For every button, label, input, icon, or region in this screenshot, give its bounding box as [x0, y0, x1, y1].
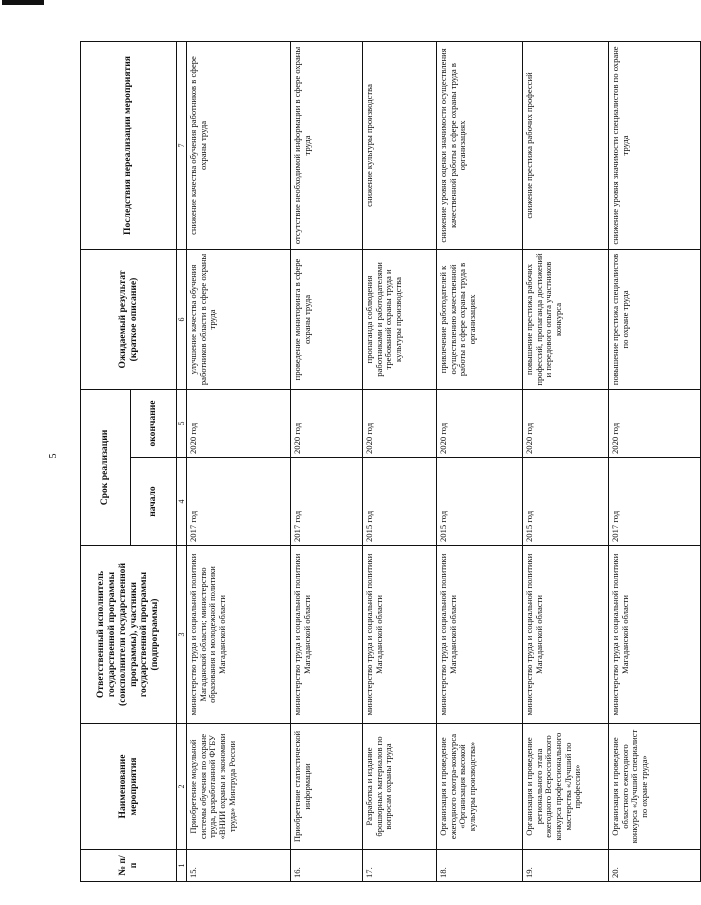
- expected-result: пропаганда соблюдения работниками и работодателями требований охраны труда и культуры производства: [363, 249, 437, 389]
- end-year: 2020 год: [523, 389, 609, 457]
- table-row: [523, 41, 609, 881]
- start-year: 2015 год: [437, 458, 523, 546]
- header-consequences: Последствия нереализации мероприятия: [81, 41, 177, 249]
- activity-name: Приобретение модульной системы обучения по охране труда, разработанной ФГБУ «ВНИИ охраны и экономики труда» Минтруда России: [187, 724, 291, 850]
- end-year: 2020 год: [437, 389, 523, 457]
- start-year: 2017 год: [291, 458, 363, 546]
- header-num: № п/п: [81, 850, 177, 882]
- column-index-cell: 3: [177, 546, 187, 724]
- activity-name: Разработка и издание брошюрных материалов по вопросам охраны труда: [363, 724, 437, 850]
- table-row: [363, 41, 437, 881]
- start-year: 2017 год: [187, 458, 291, 546]
- start-year: 2015 год: [523, 458, 609, 546]
- row-number: 19.: [523, 850, 609, 882]
- table-row: [187, 41, 291, 881]
- executor-cell: министерство труда и социальной политики Магаданской области: [291, 546, 363, 724]
- expected-result: повышение престижа рабочих профессий, пропаганда достижений и передового опыта участников конкурса: [523, 249, 609, 389]
- expected-result: повышение престижа специалистов по охране труда: [609, 249, 701, 389]
- column-index-row: [177, 41, 187, 881]
- corner-mark: [2, 0, 44, 5]
- end-year: 2020 год: [363, 389, 437, 457]
- activity-name: Организация и проведение ежегодного смотра-конкурса «Организация высокой культуры производства»: [437, 724, 523, 850]
- row-number: 15.: [187, 850, 291, 882]
- start-year: 2015 год: [363, 458, 437, 546]
- row-number: 16.: [291, 850, 363, 882]
- executor-cell: министерство труда и социальной политики Магаданской области: [523, 546, 609, 724]
- column-index-cell: 4: [177, 458, 187, 546]
- end-year: 2020 год: [609, 389, 701, 457]
- row-number: 20.: [609, 850, 701, 882]
- row-number: 17.: [363, 850, 437, 882]
- activity-name: Организация и проведение областного ежегодного конкурса «Лучший специалист по охране труда»: [609, 724, 701, 850]
- activity-name: Организация и проведение регионального этапа ежегодного Всероссийского конкурса профессионального мастерства «Лучший по профессии»: [523, 724, 609, 850]
- executor-cell: министерство труда и социальной политики Магаданской области: [437, 546, 523, 724]
- consequences-cell: отсутствие необходимой информации в сфере охраны труда: [291, 41, 363, 249]
- column-index-cell: 7: [177, 41, 187, 249]
- expected-result: улучшение качества обучения работников области в сфере охраны труда: [187, 249, 291, 389]
- consequences-cell: снижение престижа рабочих профессий: [523, 41, 609, 249]
- header-start: начало: [131, 458, 177, 546]
- column-index-cell: 5: [177, 389, 187, 457]
- consequences-cell: снижение уровня значимости специалистов по охране труда: [609, 41, 701, 249]
- page-number: 5: [48, 453, 59, 459]
- header-period: Срок реализации: [81, 389, 131, 545]
- header-executor: Ответственный исполнитель государственной программы (соисполнители государственной программы), участники государственной программы (подпрограммы): [81, 546, 177, 724]
- activities-table: [80, 41, 701, 882]
- end-year: 2020 год: [187, 389, 291, 457]
- expected-result: привлечение работодателей к осуществлению качественной работы в сфере охраны труда в организациях: [437, 249, 523, 389]
- expected-result: проведение мониторинга в сфере охраны труда: [291, 249, 363, 389]
- row-number: 18.: [437, 850, 523, 882]
- table-row: [291, 41, 363, 881]
- executor-cell: министерство труда и социальной политики Магаданской области: [363, 546, 437, 724]
- executor-cell: министерство труда и социальной политики Магаданской области: [609, 546, 701, 724]
- header-name: Наименование мероприятия: [81, 724, 177, 850]
- consequences-cell: снижение качества обучения работников в сфере охраны труда: [187, 41, 291, 249]
- table-container: [80, 42, 649, 882]
- table-row: [609, 41, 701, 881]
- header-result: Ожидаемый результат (краткое описание): [81, 249, 177, 389]
- column-index-cell: 1: [177, 850, 187, 882]
- end-year: 2020 год: [291, 389, 363, 457]
- column-index-cell: 6: [177, 249, 187, 389]
- consequences-cell: снижение культуры производства: [363, 41, 437, 249]
- column-index-cell: 2: [177, 724, 187, 850]
- table-row: [437, 41, 523, 881]
- executor-cell: министерство труда и социальной политики Магаданской области; министерство образования и молодежной политики Магаданской области: [187, 546, 291, 724]
- start-year: 2017 год: [609, 458, 701, 546]
- header-end: окончание: [131, 389, 177, 457]
- consequences-cell: снижение уровня оценки значимости осуществления качественной работы в сфере охраны труда в организациях: [437, 41, 523, 249]
- activity-name: Приобретение статистической информации: [291, 724, 363, 850]
